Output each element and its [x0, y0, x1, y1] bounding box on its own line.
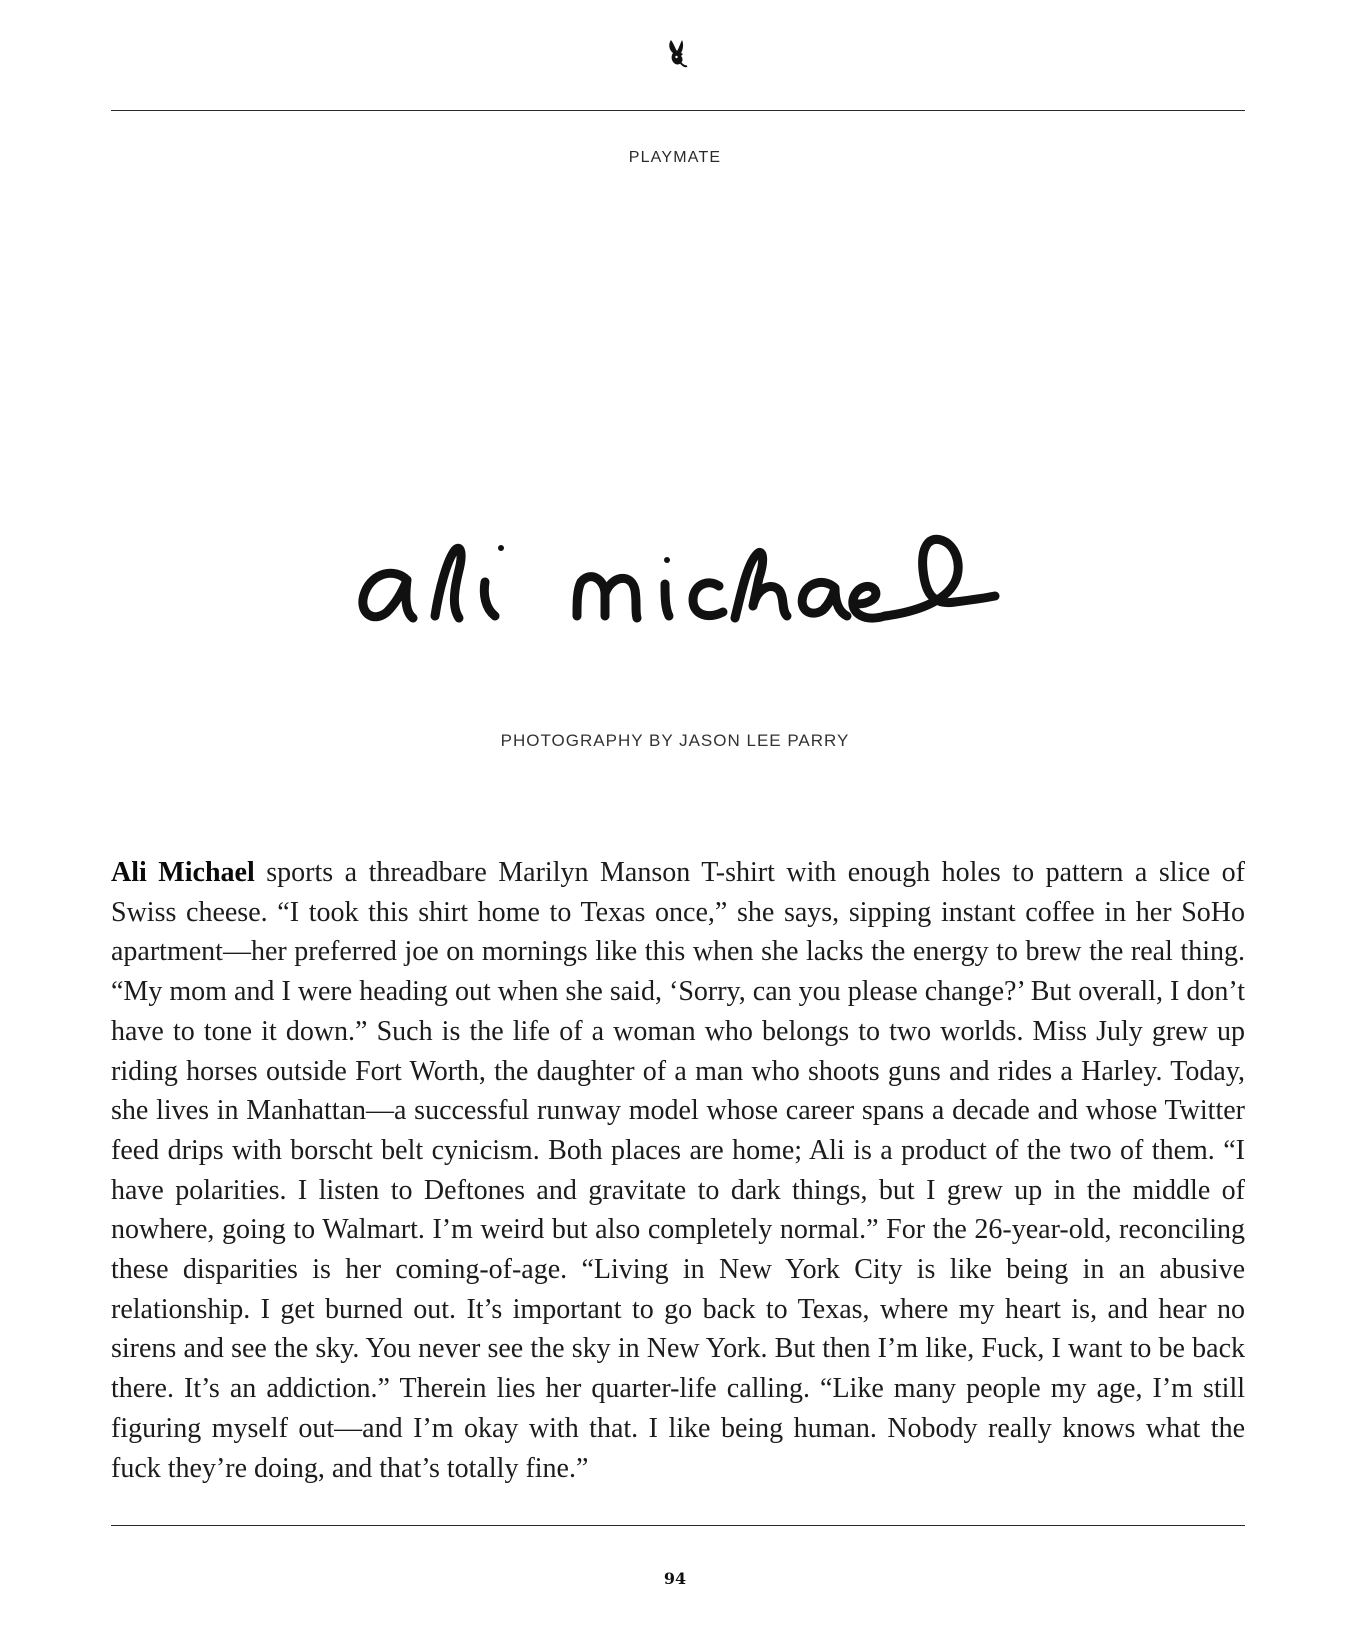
header-divider [111, 110, 1245, 111]
section-label: PLAYMATE [628, 149, 722, 166]
article-body [111, 853, 1245, 1488]
lead-name: Ali Michael [111, 857, 255, 888]
rabbit-head-icon [665, 38, 689, 70]
page-number: 94 [663, 1569, 687, 1588]
signature-title [355, 520, 1015, 645]
article-paragraph: sports a threadbare Marilyn Manson T-shirt with enough holes to pattern a slice of Swiss cheese. “I took this shirt home to Texas once,” she says, sipping instant coffee in her SoHo apartment—her preferred joe on mornings like this when she lacks the energy to brew the real thing. “My mom and I were heading out when she said, ‘Sorry, can you please change?’ But overall, I don’t have to tone it down.” Such is the life of a woman who belongs to two worlds. Miss July grew up riding horses outside Fort Worth, the daughter of a man who shoots guns and rides a Harley. Today, she lives in Manhattan—a successful runway model whose career spans a decade and whose Twitter feed drips with borscht belt cynicism. Both places are home; Ali is a product of the two of them. “I have polarities. I listen to Deftones and gravitate to dark things, but I grew up in the middle of nowhere, going to Walmart. I’m weird but also completely normal.” For the 26-year-old, reconciling these disparities is her coming-of-age. “Living in New York City is like being in an abusive relationship. I get burned out. It’s important to go back to Texas, where my heart is, and hear no sirens and see the sky. You never see the sky in New York. But then I’m like, Fuck, I want to be back there. It’s an addiction.” Therein lies her quarter-life calling. “Like many people my age, I’m still figuring myself out—and I’m okay with that. I like being human. Nobody really knows what the fuck they’re doing, and that’s totally fine.” [111, 857, 1245, 1484]
photo-credit: PHOTOGRAPHY BY JASON LEE PARRY [500, 731, 850, 750]
footer-divider [111, 1525, 1245, 1526]
